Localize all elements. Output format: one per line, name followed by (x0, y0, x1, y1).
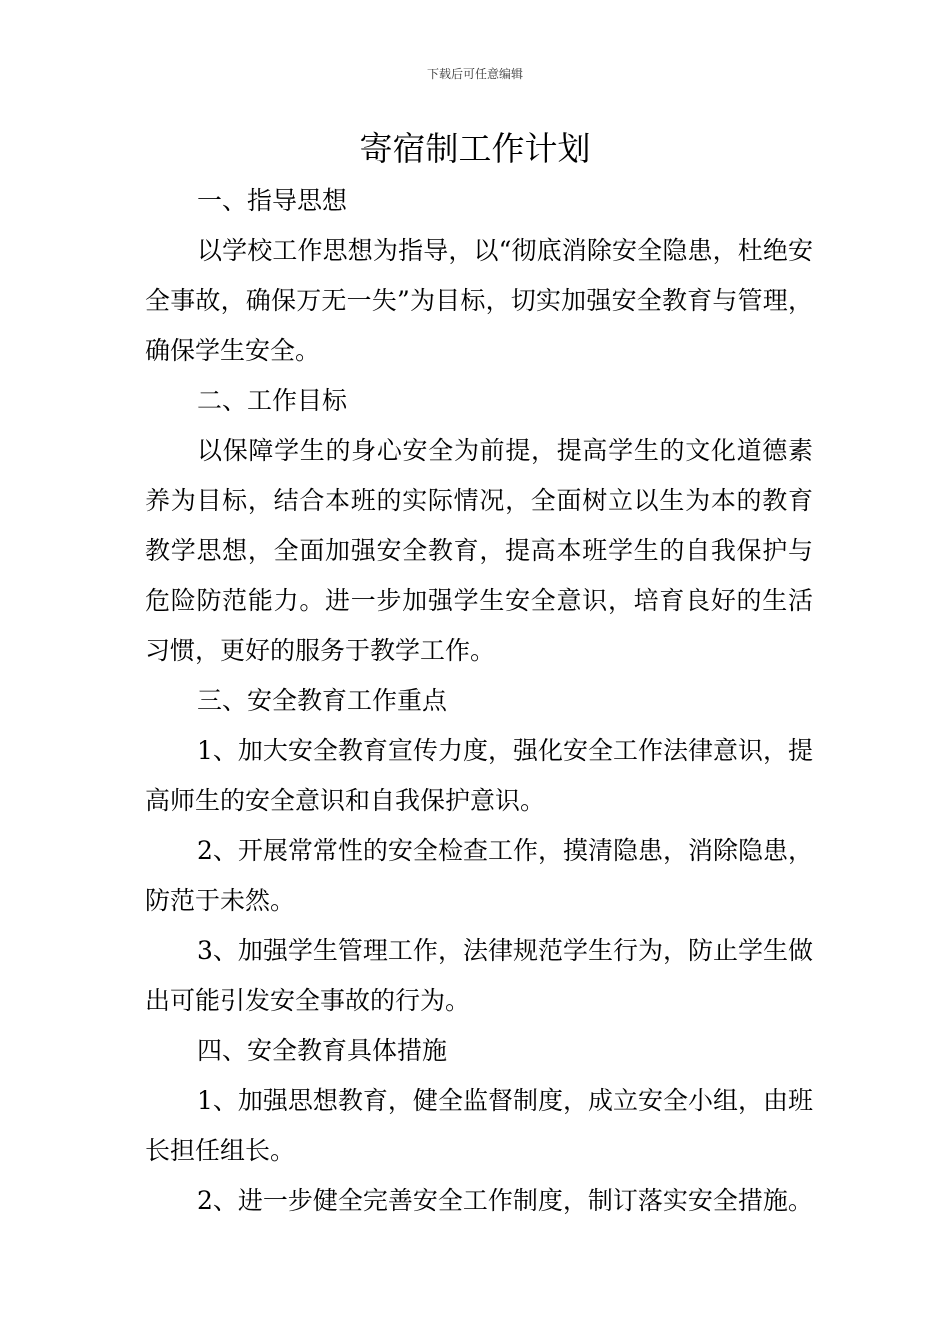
paragraph-guiding-ideology: 以学校工作思想为指导，以“彻底消除安全隐患，杜绝安全事故，确保万无一失”为目标，切实加强安全教育与管理，确保学生安全。 (145, 236, 813, 365)
list-item-safety-focus-2: 2、开展常常性的安全检查工作，摸清隐患，消除隐患，防范于未然。 (145, 836, 813, 915)
header-note: 下载后可任意编辑 (426, 67, 523, 81)
section-heading-safety-focus: 三、安全教育工作重点 (197, 686, 448, 715)
document-body (145, 176, 813, 1226)
document-title: 寄宿制工作计划 (359, 129, 591, 168)
list-item-safety-focus-1: 1、加大安全教育宣传力度，强化安全工作法律意识，提高师生的安全意识和自我保护意识。 (145, 736, 813, 815)
section-heading-safety-measures: 四、安全教育具体措施 (197, 1036, 448, 1065)
section-heading-work-goals: 二、工作目标 (197, 386, 348, 415)
list-item-safety-focus-3: 3、加强学生管理工作，法律规范学生行为，防止学生做出可能引发安全事故的行为。 (145, 936, 813, 1015)
list-item-safety-measures-2: 2、进一步健全完善安全工作制度，制订落实安全措施。 (197, 1186, 813, 1215)
list-item-safety-measures-1: 1、加强思想教育，健全监督制度，成立安全小组，由班长担任组长。 (145, 1086, 813, 1165)
section-heading-guiding-ideology: 一、指导思想 (197, 186, 348, 215)
paragraph-work-goals: 以保障学生的身心安全为前提，提高学生的文化道德素养为目标，结合本班的实际情况，全面树立以生为本的教育教学思想，全面加强安全教育，提高本班学生的自我保护与危险防范能力。进一步加强学生安全意识，培育良好的生活习惯，更好的服务于教学工作。 (145, 436, 813, 665)
